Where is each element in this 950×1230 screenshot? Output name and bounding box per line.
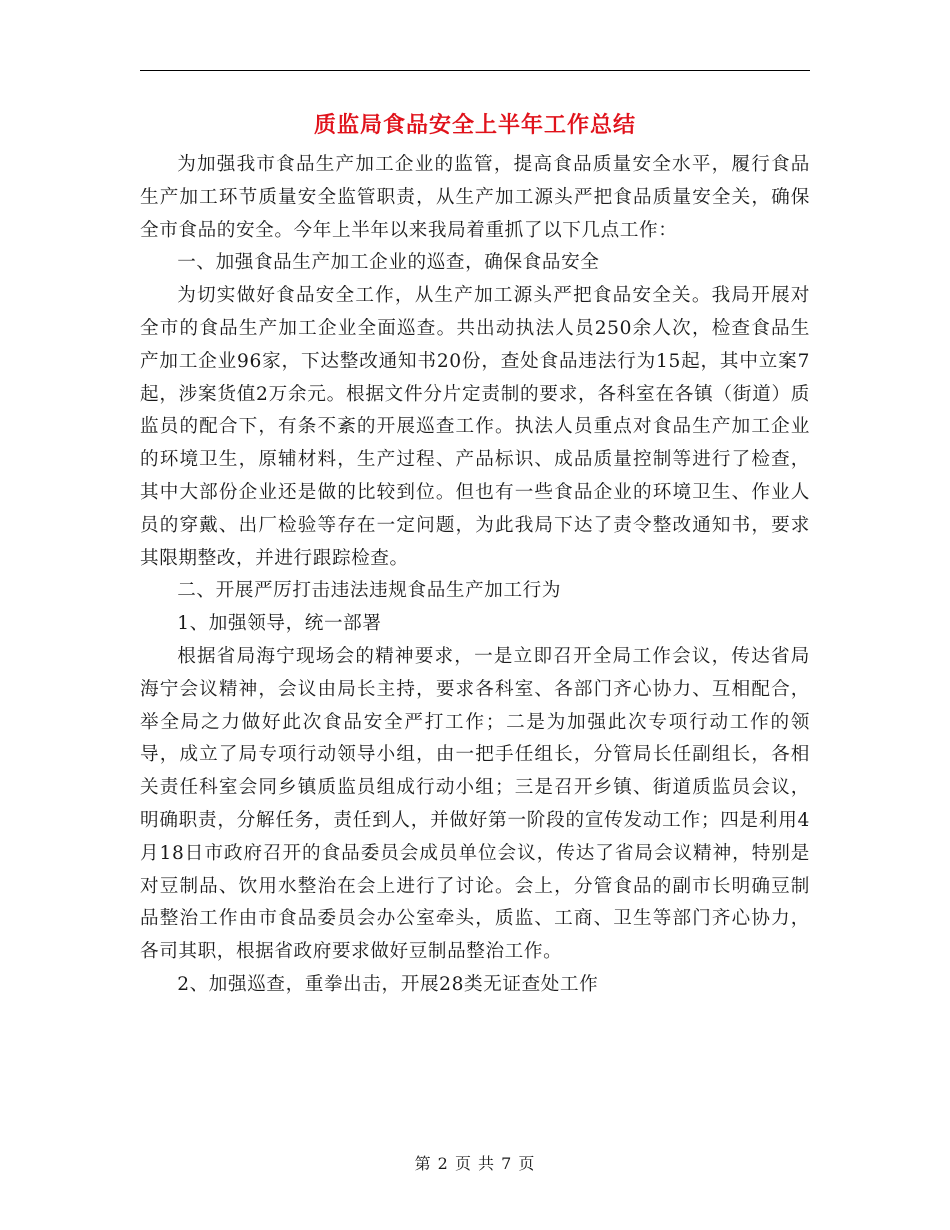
subsection-heading-1: 1、加强领导，统一部署 bbox=[177, 613, 382, 635]
page-number-footer: 第 2 页 共 7 页 bbox=[414, 1154, 536, 1173]
paragraph-inspection: 为切实做好食品安全工作，从生产加工源头严把食品安全关。我局开展对全市的食品生产加工企业全面巡查。共出动执法人员250余人次，检查食品生产加工企业96家，下达整改通知书20份，查处食品违法行为15起，其中立案7起，涉案货值2万余元。根据文件分片定责制的要求，各科室在各镇（街道）质监员的配合下，有条不紊的开展巡查工作。执法人员重点对食品生产加工企业的环境卫生，原辅材料，生产过程、产品标识、成品质量控制等进行了检查，其中大部份企业还是做的比较到位。但也有一些食品企业的环境卫生、作业人员的穿戴、出厂检验等存在一定问题，为此我局下达了责令整改通知书，要求其限期整改，并进行跟踪检查。 bbox=[140, 285, 810, 569]
paragraph-leadership: 根据省局海宁现场会的精神要求，一是立即召开全局工作会议，传达省局海宁会议精神，会议由局长主持，要求各科室、各部门齐心协力、互相配合，举全局之力做好此次食品安全严打工作；二是为加强此次专项行动工作的领导，成立了局专项行动领导小组，由一把手任组长，分管局长任副组长，各相关责任科室会同乡镇质监员组成行动小组；三是召开乡镇、街道质监员会议，明确职责，分解任务，责任到人，并做好第一阶段的宣传发动工作；四是利用4月18日市政府召开的食品委员会成员单位会议，传达了省局会议精神，特别是对豆制品、饮用水整治在会上进行了讨论。会上，分管食品的副市长明确豆制品整治工作由市食品委员会办公室牵头，质监、工商、卫生等部门齐心协力，各司其职，根据省政府要求做好豆制品整治工作。 bbox=[140, 645, 810, 963]
section-heading-2: 二、开展严厉打击违法违规食品生产加工行为 bbox=[177, 580, 562, 602]
header-rule bbox=[140, 70, 810, 71]
paragraph-intro: 为加强我市食品生产加工企业的监管，提高食品质量安全水平，履行食品生产加工环节质量安全监管职责，从生产加工源头严把食品质量安全关，确保全市食品的安全。今年上半年以来我局着重抓了以下几点工作： bbox=[140, 154, 810, 241]
document-title: 质监局食品安全上半年工作总结 bbox=[313, 112, 636, 138]
subsection-heading-2: 2、加强巡查，重拳出击，开展28类无证查处工作 bbox=[177, 973, 599, 995]
section-heading-1: 一、加强食品生产加工企业的巡查，确保食品安全 bbox=[177, 252, 600, 274]
document-body bbox=[140, 149, 810, 1002]
